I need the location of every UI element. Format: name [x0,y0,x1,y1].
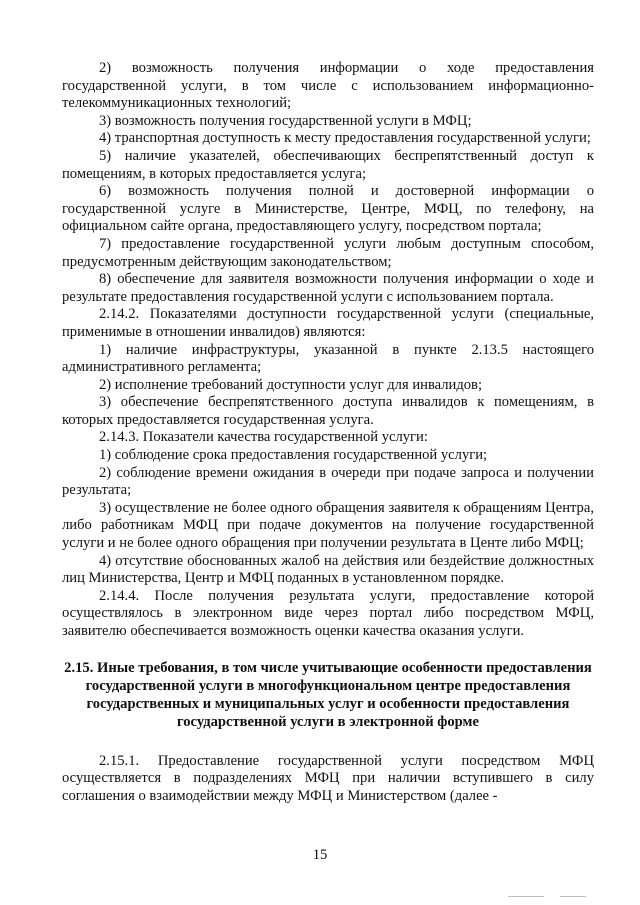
paragraph: 2) возможность получения информации о ходе предоставления государственной услуги, в том числе с использованием информационно-телекоммуникационных технологий; [62,60,594,112]
paragraph: 8) обеспечение для заявителя возможности получения информации о ходе и результате предоставления государственной услуги с использованием портала. [62,271,594,305]
paragraph: 2) исполнение требований доступности услуг для инвалидов; [99,376,483,393]
scan-artifact-line [560,896,586,897]
paragraph: 1) соблюдение срока предоставления государственной услуги; [99,447,488,464]
section-heading: 2.15. Иные требования, в том числе учитывающие особенности предоставления государственной услуги в многофункциональном центре предоставления государственных и муниципальных услуг и особенности предоставления государственной услуги в электронной форме [64,659,592,730]
paragraph: 1) наличие инфраструктуры, указанной в пункте 2.13.5 настоящего административного регламента; [62,341,594,376]
paragraph: 2.14.3. Показатели качества государственной услуги: [99,429,428,446]
paragraph: 2.14.4. После получения результата услуги, предоставление которой осуществлялось в электронном виде через портал либо посредством МФЦ, заявителю обеспечивается возможность оценки качества оказания услуги. [62,587,594,639]
paragraph: 2.14.2. Показателями доступности государственной услуги (специальные, применимые в отношении инвалидов) являются: [62,306,594,340]
paragraph: 2) соблюдение времени ожидания в очереди при подаче запроса и получении результата; [62,464,594,499]
paragraph: 4) отсутствие обоснованных жалоб на действия или бездействие должностных лиц Министерства, Центр и МФЦ поданных в установленном порядке. [62,552,594,587]
paragraph: 4) транспортная доступность к месту предоставления государственной услуги; [99,130,591,147]
paragraph: 3) осуществление не более одного обращения заявителя к обращениям Центра, либо работникам МФЦ при подаче документов на получение государственной услуги и не более одного обращения при получении результата в Центе либо МФЦ; [62,499,594,552]
paragraph: 3) обеспечение беспрепятственного доступа инвалидов к помещениям, в которых предоставляется государственная услуга. [62,394,594,428]
document-page [62,60,594,805]
paragraph: 2.15.1. Предоставление государственной услуги посредством МФЦ осуществляется в подразделениях МФЦ при наличии вступившего в силу соглашения о взаимодействии между МФЦ и Министерством (далее - [62,752,594,804]
paragraph: 7) предоставление государственной услуги любым доступным способом, предусмотренным действующим законодательством; [62,235,594,270]
paragraph: 5) наличие указателей, обеспечивающих беспрепятственный доступ к помещениям, в которых предоставляется услуга; [62,147,594,182]
paragraph: 3) возможность получения государственной услуги в МФЦ; [99,112,472,129]
paragraph: 6) возможность получения полной и достоверной информации о государственной услуге в Министерстве, Центре, МФЦ, по телефону, на официальном сайте органа, предоставляющего услугу, посредством портала; [62,183,594,235]
page-number: 15 [312,847,328,863]
scan-artifact-line [508,896,544,897]
